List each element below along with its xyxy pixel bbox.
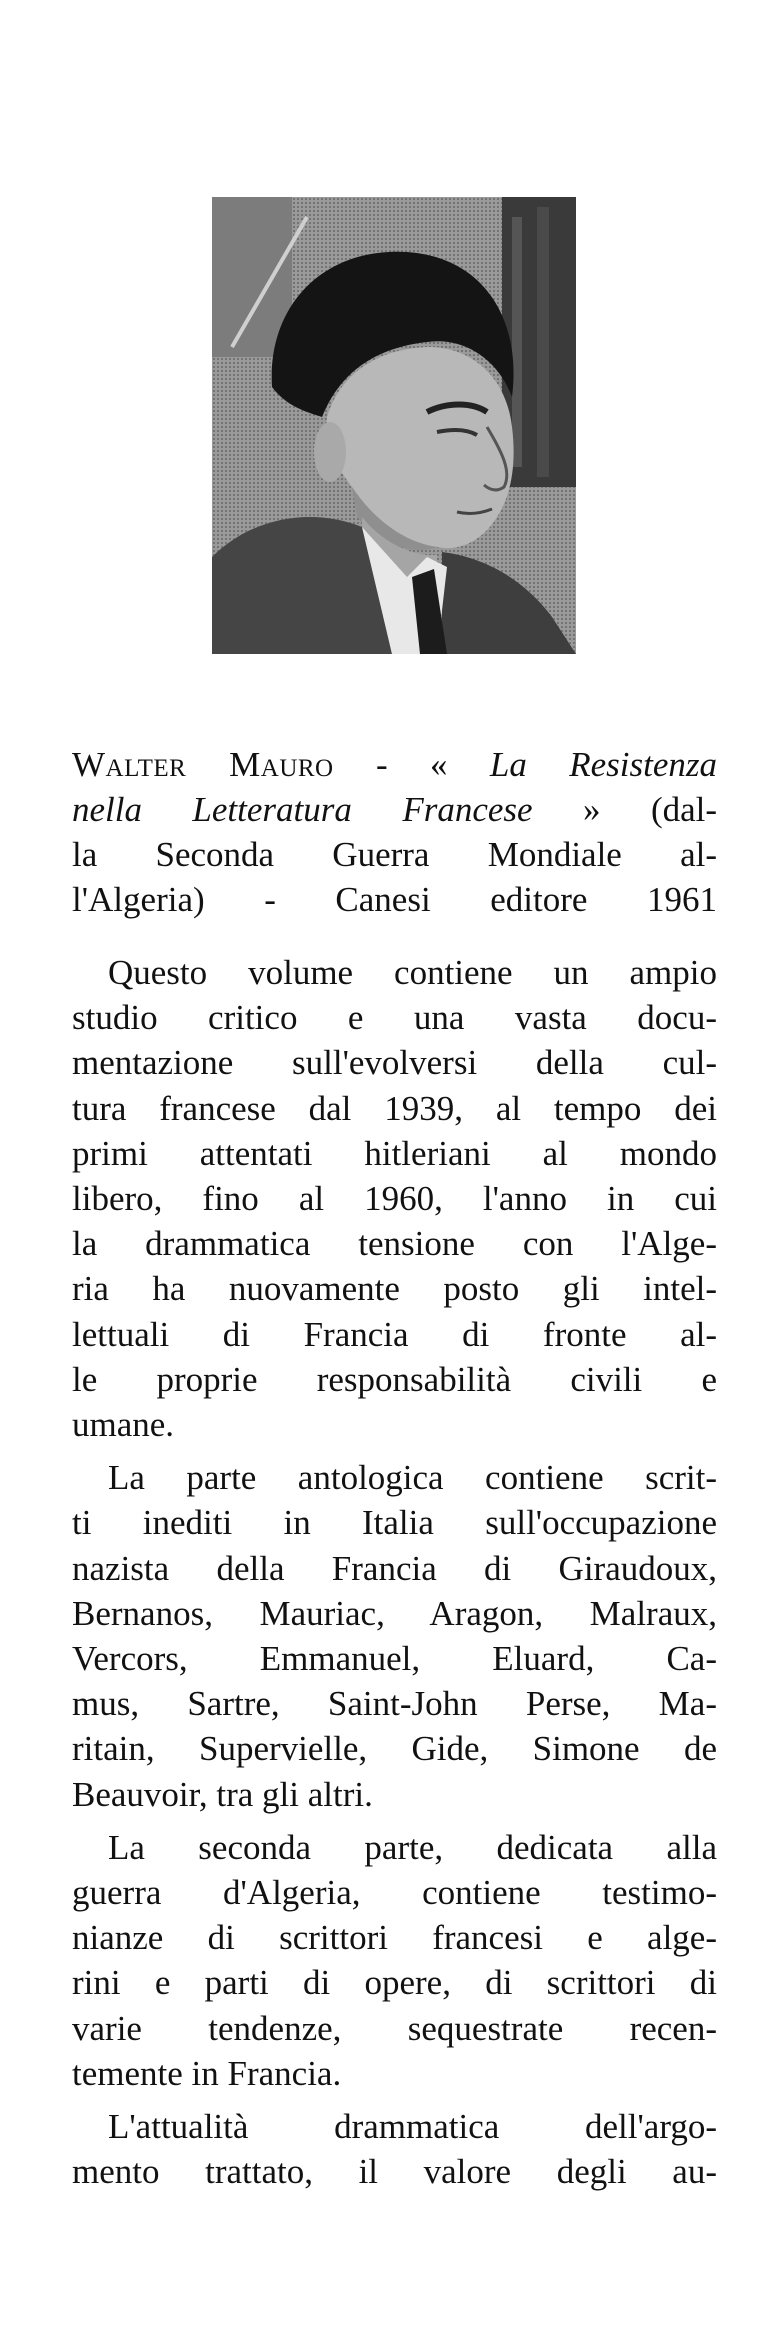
text-line: guerra d'Algeria, contiene testimo- (72, 1873, 717, 1913)
text-line: mento trattato, il valore degli au- (72, 2152, 717, 2192)
text-line: mus, Sartre, Saint-John Perse, Ma- (72, 1684, 717, 1724)
text-line: La seconda parte, dedicata alla (108, 1827, 717, 1867)
text-line: nazista della Francia di Giraudoux, (72, 1548, 717, 1588)
caption-line-2 (72, 787, 717, 832)
caption-line-3: la Seconda Guerra Mondiale al- (72, 835, 717, 874)
text-line: rini e parti di opere, di scrittori di (72, 1963, 717, 2003)
caption-line-4: l'Algeria) - Canesi editore 1961 (72, 880, 717, 919)
paragraph-2 (72, 1455, 717, 1817)
book-caption (72, 742, 717, 922)
open-quote: « (430, 745, 448, 784)
text-line: La parte antologica contiene scrit- (108, 1458, 717, 1498)
text-line: mentazione sull'evolversi della cul- (72, 1043, 717, 1083)
caption-line-1 (72, 742, 717, 787)
text-line: ritain, Supervielle, Gide, Simone de (72, 1729, 717, 1769)
book-title-part2: nella Letteratura Francese (72, 790, 533, 829)
close-quote: » (583, 790, 601, 829)
paragraph-1 (72, 950, 717, 1447)
text-line: ti inediti in Italia sull'occupazione (72, 1503, 717, 1543)
text-line: umane. (72, 1405, 175, 1445)
text-line: libero, fino al 1960, l'anno in cui (72, 1179, 717, 1219)
text-line: la drammatica tensione con l'Alge- (72, 1224, 717, 1264)
author-name: Walter Mauro (72, 745, 334, 784)
text-line: ria ha nuovamente posto gli intel- (72, 1269, 717, 1309)
text-line: tura francese dal 1939, al tempo dei (72, 1088, 717, 1128)
text-line: primi attentati hitleriani al mondo (72, 1133, 717, 1173)
text-line: nianze di scrittori francesi e alge- (72, 1918, 717, 1958)
text-line: temente in Francia. (72, 2053, 342, 2093)
author-portrait-photo (212, 197, 576, 654)
book-description (72, 950, 717, 2202)
book-title-part1: La Resistenza (489, 745, 718, 784)
text-line: lettuali di Francia di fronte al- (72, 1314, 717, 1354)
text-line: varie tendenze, sequestrate recen- (72, 2008, 717, 2048)
paragraph-3 (72, 1825, 717, 2096)
text-line: Vercors, Emmanuel, Eluard, Ca- (72, 1639, 717, 1679)
text-line: Questo volume contiene un ampio (108, 953, 717, 992)
text-line: le proprie responsabilità civili e (72, 1359, 717, 1399)
text-line: Beauvoir, tra gli altri. (72, 1774, 373, 1814)
text-line: studio critico e una vasta docu- (72, 998, 717, 1038)
paragraph-4 (72, 2104, 717, 2194)
caption-separator: - (376, 745, 388, 784)
text-line: L'attualità drammatica dell'argo- (108, 2107, 717, 2147)
text-line: Bernanos, Mauriac, Aragon, Malraux, (72, 1593, 717, 1633)
caption-rest-0: (dal- (650, 790, 718, 829)
portrait-image (212, 197, 576, 654)
